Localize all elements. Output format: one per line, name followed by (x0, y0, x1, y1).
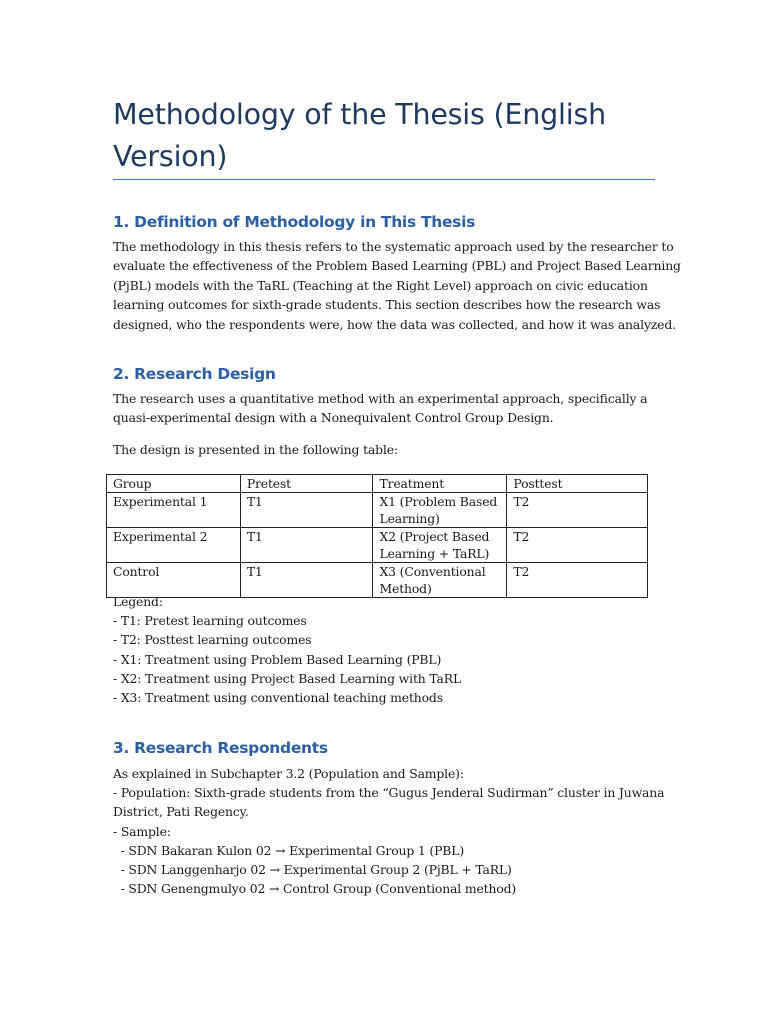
section-3-heading: 3. Research Respondents (113, 739, 328, 757)
content-line: - SDN Langgenharjo 02 → Experimental Group 2 (PjBL + TaRL) (113, 862, 512, 878)
content-line: - Population: Sixth-grade students from the “Gugus Jenderal Sudirman” cluster in Juwana (113, 785, 665, 801)
table-cell: Experimental 2 (107, 528, 241, 563)
legend-line: - X2: Treatment using Project Based Learning with TaRL (113, 670, 462, 686)
paragraph-line: quasi-experimental design with a Nonequivalent Control Group Design. (113, 410, 554, 426)
table-row (107, 528, 648, 563)
table-cell: X3 (Conventional Method) (373, 563, 507, 598)
legend-line: - T1: Pretest learning outcomes (113, 613, 307, 629)
content-line: As explained in Subchapter 3.2 (Population and Sample): (113, 766, 464, 781)
title-divider (113, 179, 655, 180)
document-title: Methodology of the Thesis (English Version) (113, 98, 606, 173)
legend-line: Legend: (113, 594, 163, 609)
content-line: - SDN Genengmulyo 02 → Control Group (Conventional method) (113, 881, 517, 897)
section-1-paragraph (113, 237, 681, 334)
paragraph-line: evaluate the effectiveness of the Problem Based Learning (PBL) and Project Based Learning (113, 258, 681, 274)
section-2-paragraph (113, 389, 658, 428)
table-intro-text: The design is presented in the following table: (113, 442, 398, 457)
table-cell: Control (107, 563, 241, 598)
table-header-cell: Posttest (507, 475, 648, 493)
paragraph-line: The methodology in this thesis refers to the systematic approach used by the researcher to (113, 239, 674, 254)
table-cell: T1 (240, 563, 373, 598)
table-cell: Experimental 1 (107, 493, 241, 528)
table-cell: X1 (Problem Based Learning) (373, 493, 507, 528)
research-design-table (106, 474, 648, 598)
table-header-row (107, 475, 648, 493)
table-legend (113, 592, 658, 707)
paragraph-line: designed, who the respondents were, how the data was collected, and how it was analyzed. (113, 316, 676, 332)
table-cell: T2 (507, 563, 648, 598)
legend-line: - X3: Treatment using conventional teaching methods (113, 690, 443, 706)
table-header-cell: Group (107, 475, 241, 493)
content-line: - Sample: (113, 823, 171, 839)
table-cell: T1 (240, 493, 373, 528)
section-3-content (113, 764, 665, 898)
table-header-cell: Treatment (373, 475, 507, 493)
section-1-heading: 1. Definition of Methodology in This Thesis (113, 213, 476, 231)
paragraph-line: The research uses a quantitative method with an experimental approach, specifically a (113, 391, 648, 406)
legend-line: - T2: Posttest learning outcomes (113, 632, 312, 648)
table-cell: X2 (Project Based Learning + TaRL) (373, 528, 507, 563)
table-row (107, 493, 648, 528)
section-2-heading: 2. Research Design (113, 365, 276, 383)
table-cell: T2 (507, 528, 648, 563)
table-intro (113, 440, 658, 459)
content-line: District, Pati Regency. (113, 804, 249, 820)
content-line: - SDN Bakaran Kulon 02 → Experimental Group 1 (PBL) (113, 842, 465, 858)
paragraph-line: learning outcomes for sixth-grade students. This section describes how the research was (113, 297, 661, 313)
legend-line: - X1: Treatment using Problem Based Learning (PBL) (113, 651, 442, 667)
table-cell: T2 (507, 493, 648, 528)
table-cell: T1 (240, 528, 373, 563)
table-header-cell: Pretest (240, 475, 373, 493)
paragraph-line: (PjBL) models with the TaRL (Teaching at the Right Level) approach on civic education (113, 277, 648, 293)
